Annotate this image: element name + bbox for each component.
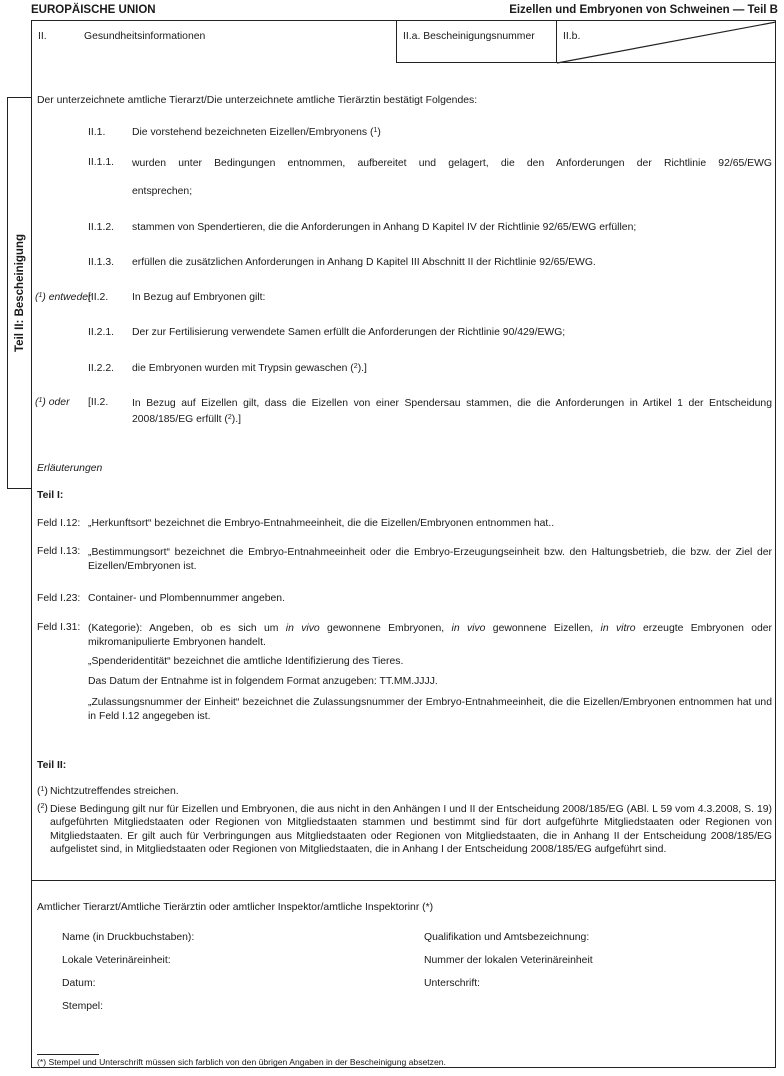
local-unit-number-field-label[interactable]: Nummer der lokalen Veterinäreinheit (424, 955, 593, 966)
item-number: II.1. (88, 127, 106, 138)
footnote-mark: ($^1$) (37, 786, 48, 797)
item-number: [II.2. (88, 292, 109, 303)
section-title: Gesundheitsinformationen (84, 31, 206, 42)
field-text-extra: Das Datum der Entnahme ist in folgendem Format anzugeben: TT.MM.JJJJ. (88, 676, 438, 687)
item-text: erfüllen die zusätzlichen Anforderungen in Anhang D Kapitel III Abschnitt II der Richtlinie 92/65/EWG. (132, 257, 596, 268)
cell-health-info (31, 20, 397, 63)
date-field-label[interactable]: Datum: (62, 978, 96, 989)
name-field-label[interactable]: Name (in Druckbuchstaben): (62, 932, 195, 943)
signature-field-label[interactable]: Unterschrift: (424, 978, 481, 989)
side-bracket (7, 97, 32, 489)
notes-title: Erläuterungen (37, 463, 103, 474)
field-label: Feld I.13: (37, 546, 81, 557)
field-label: Feld I.31: (37, 622, 81, 633)
item-number: II.1.3. (88, 257, 114, 268)
option-prefix: ($^1$) entweder (35, 292, 92, 303)
local-unit-field-label[interactable]: Lokale Veterinäreinheit: (62, 955, 171, 966)
item-text: In Bezug auf Embryonen gilt: (132, 292, 266, 303)
field-text-extra: „Zulassungsnummer der Einheit“ bezeichnet die Zulassungsnummer der Embryo-Entnahmeeinheit, die die Eizellen/Embryonen entnommen hat und in Feld I.12 angegeben ist. (88, 697, 772, 722)
option-prefix: ($^1$) oder (35, 397, 70, 408)
iib-label: II.b. (563, 31, 581, 42)
field-text-extra: „Spenderidentität“ bezeichnet die amtliche Identifizierung des Tieres. (88, 656, 404, 667)
footnote-text: Diese Bedingung gilt nur für Eizellen und Embryonen, die aus nicht in den Anhängen I und II der Entscheidung 2008/185/EG (ABl. L 59 vom 4.3.2008, S. 19) aufgeführten Mitgliedstaaten oder Regionen von Mitgliedstaaten stammen und bestimmt sind für dort aufgeführte Mitgliedstaaten oder Regionen von Mitgliedstaaten. Er gilt auch für Verbringungen aus Mitgliedstaaten oder Regionen von Mitgliedstaaten, die in Anhang II der Entscheidung 2008/185/EG aufgelistet sind, in Mitgliedstaaten oder Regionen von Mitgliedstaaten, die in Anhang I der Entscheidung 2008/185/EG aufgeführt sind. (50, 804, 772, 856)
part2-title: Teil II: (37, 760, 67, 771)
item-number: II.2.2. (88, 363, 114, 374)
item-text: Der zur Fertilisierung verwendete Samen erfüllt die Anforderungen der Richtlinie 90/429/EWG; (132, 327, 566, 338)
certificate-number-label: II.a. Bescheinigungsnummer (403, 31, 535, 42)
item-number: II.2.1. (88, 327, 114, 338)
item-text: stammen von Spendertieren, die die Anforderungen in Anhang D Kapitel IV der Richtlinie 92/65/EWG erfüllen; (132, 222, 637, 233)
header-union: EUROPÄISCHE UNION (31, 4, 156, 16)
part1-title: Teil I: (37, 490, 64, 501)
signature-footnote: (*) Stempel und Unterschrift müssen sich farblich von den übrigen Angaben in der Bescheinigung absetzen. (37, 1057, 446, 1067)
stamp-field-label[interactable]: Stempel: (62, 1001, 104, 1012)
qualification-field-label[interactable]: Qualifikation und Amtsbezeichnung: (424, 932, 590, 943)
item-text: wurden unter Bedingungen entnommen, aufbereitet und gelagert, die den Anforderungen der Richtlinie 92/65/EWG (132, 158, 772, 169)
cell-certificate-number[interactable] (396, 20, 557, 63)
item-text: die Embryonen wurden mit Trypsin gewaschen ($^2$).] (132, 363, 367, 374)
field-text: (Kategorie): Angeben, ob es sich um in vivo gewonnene Embryonen, in vivo gewonnene Eizellen, in vitro erzeugte Embryonen oder mikromanipulierte Embryonen handelt. (88, 623, 773, 648)
footnote-mark: ($^2$) (37, 803, 48, 814)
field-text: „Bestimmungsort“ bezeichnet die Embryo-Entnahmeeinheit oder die Embryo-Erzeugungseinheit bzw. den Haltungsbetrieb, die bzw. der Ziel der Eizellen/Embryonen ist. (88, 547, 772, 572)
item-number: II.1.2. (88, 222, 114, 233)
section-number: II. (38, 31, 47, 42)
item-text: In Bezug auf Eizellen gilt, dass die Eizellen von einer Spendersau stammen, die die Anforderungen in Artikel 1 der Entscheidung 2008/185/EG erfüllt ($^2$).] (132, 398, 772, 425)
footnote-text: Nichtzutreffendes streichen. (50, 786, 179, 797)
intro-text: Der unterzeichnete amtliche Tierarzt/Die unterzeichnete amtliche Tierärztin bestätigt Folgendes: (37, 95, 478, 106)
field-text: „Herkunftsort“ bezeichnet die Embryo-Entnahmeeinheit, die die Eizellen/Embryonen entnommen hat.. (88, 518, 555, 529)
item-number: II.1.1. (88, 157, 114, 168)
field-text: Container- und Plombennummer angeben. (88, 593, 285, 604)
section-divider (31, 880, 776, 881)
field-label: Feld I.23: (37, 593, 81, 604)
footnote-separator (37, 1054, 99, 1055)
item-number: [II.2. (88, 397, 109, 408)
cell-iib (556, 20, 776, 63)
side-label: Teil II: Bescheinigung (14, 234, 26, 352)
diagonal-strike (557, 21, 777, 64)
field-label: Feld I.12: (37, 518, 81, 529)
item-text-continued: entsprechen; (132, 186, 193, 197)
signature-title: Amtlicher Tierarzt/Amtliche Tierärztin oder amtlicher Inspektor/amtliche Inspektorinr (*) (37, 902, 434, 913)
item-text: Die vorstehend bezeichneten Eizellen/Embryonens ($^1$) (132, 127, 381, 138)
header-document-title: Eizellen und Embryonen von Schweinen — Teil B (509, 4, 778, 16)
